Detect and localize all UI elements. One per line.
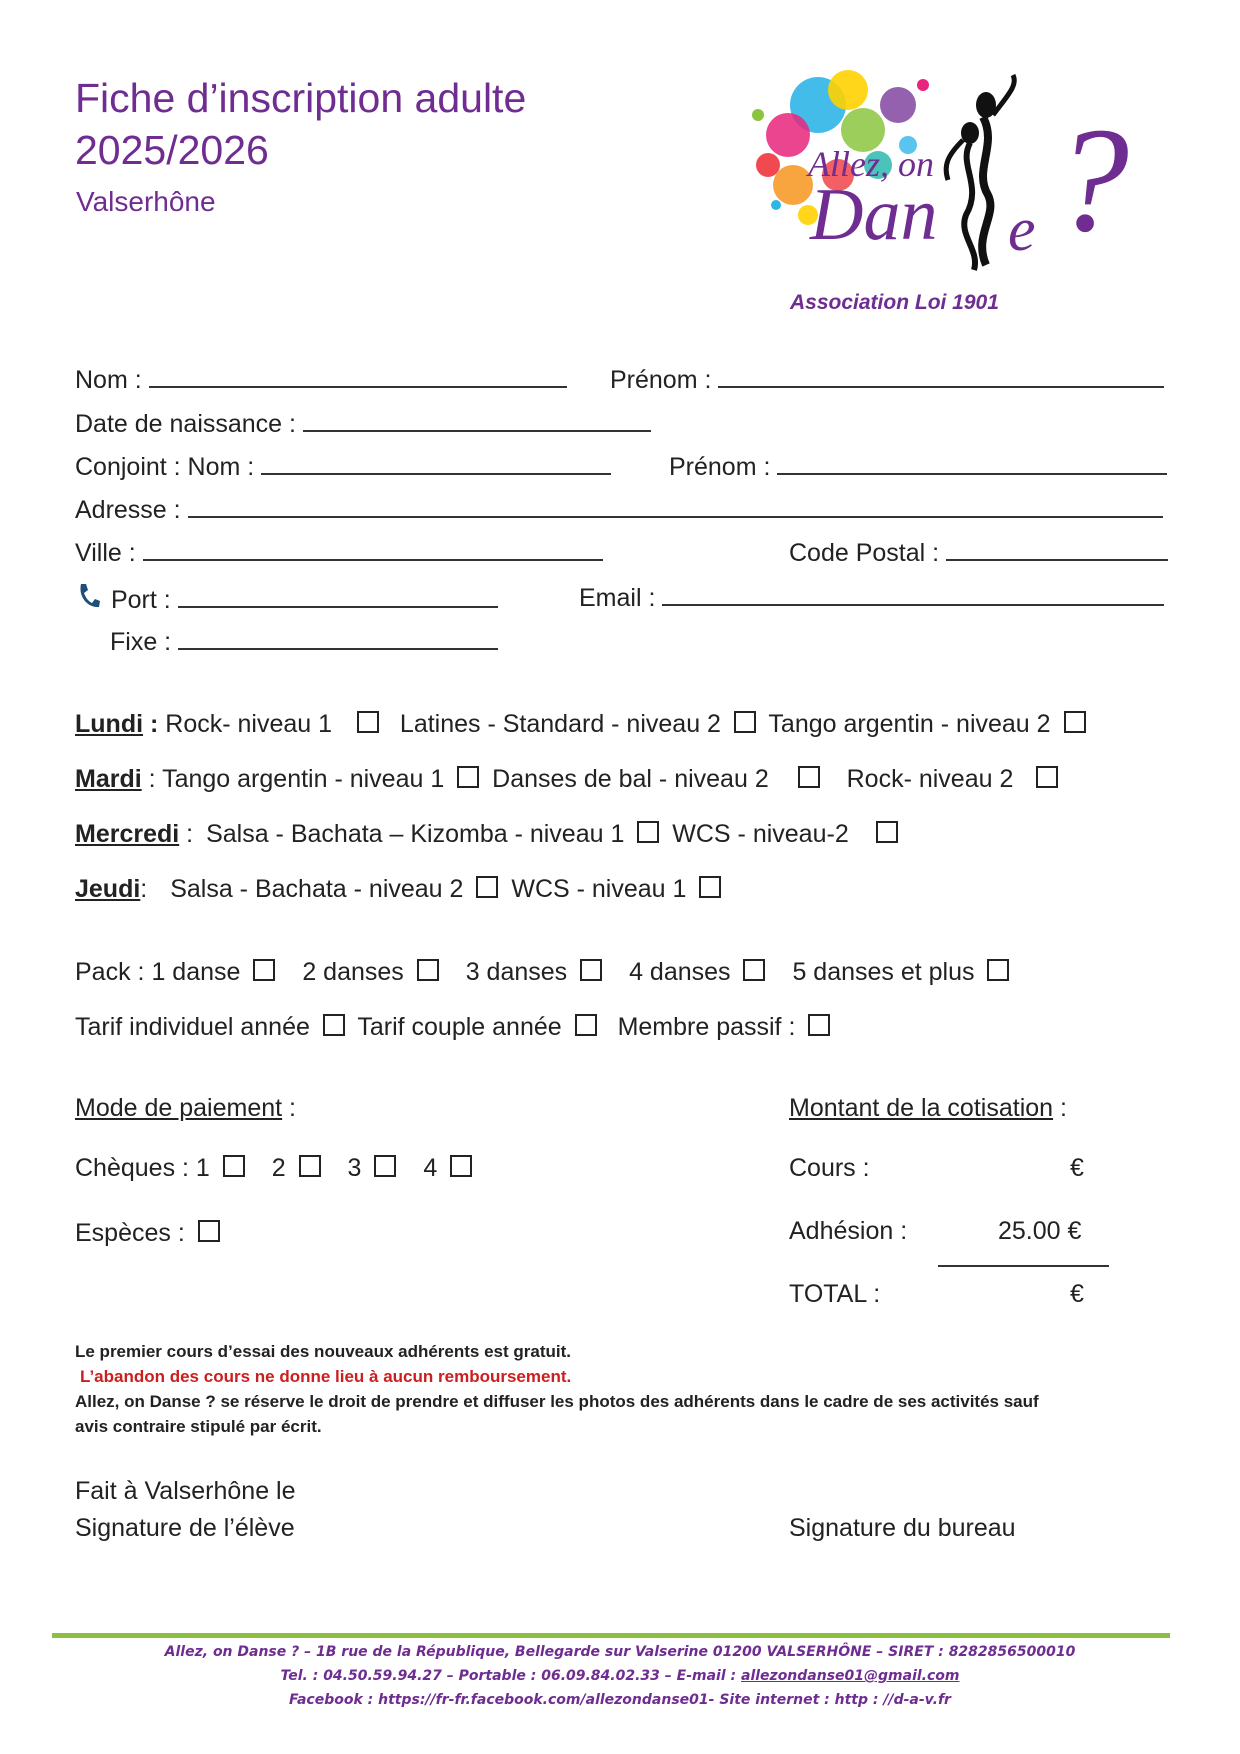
conjoint-nom-field[interactable] (261, 451, 611, 475)
page-title (75, 72, 526, 176)
pack-option-4-checkbox[interactable] (743, 959, 765, 981)
date-naissance-field[interactable] (303, 408, 651, 432)
adresse-field[interactable] (188, 494, 1163, 518)
footer-contact (0, 1668, 1240, 1684)
code-postal-label: Code Postal : (789, 539, 940, 567)
prenom-row (610, 364, 1164, 395)
signature-eleve-label: Signature de l’élève (75, 1514, 295, 1542)
cheques-label: Chèques : (75, 1154, 189, 1182)
logo-text-top: Allez, on (808, 144, 934, 184)
pack-option-5: 5 danses et plus (792, 958, 975, 986)
membre-passif-checkbox[interactable] (808, 1014, 830, 1036)
tarif-row (75, 1013, 836, 1042)
conjoint-nom-row (75, 451, 611, 482)
mercredi-sep: : (179, 820, 194, 848)
payment-colon: : (282, 1094, 296, 1122)
mardi-option-3: Rock- niveau 2 (846, 765, 1014, 793)
jeudi-label: Jeudi (75, 875, 141, 903)
payment-title: Mode de paiement (75, 1094, 283, 1122)
fait-a-label: Fait à Valserhône le (75, 1477, 296, 1505)
adresse-row (75, 494, 1163, 525)
lundi-option-3-checkbox[interactable] (1064, 711, 1086, 733)
tarif-individuel: Tarif individuel année (75, 1013, 310, 1041)
mardi-option-3-checkbox[interactable] (1036, 766, 1058, 788)
phone-icon (76, 582, 104, 617)
especes-label: Espèces : (75, 1219, 185, 1247)
jeudi-option-1: Salsa - Bachata - niveau 2 (170, 875, 464, 903)
total-label: TOTAL : (789, 1280, 881, 1308)
total-divider (938, 1265, 1109, 1267)
cours-label: Cours : (789, 1154, 870, 1182)
code-postal-field[interactable] (946, 537, 1168, 561)
fixe-label: Fixe : (110, 628, 172, 656)
jeudi-option-1-checkbox[interactable] (476, 876, 498, 898)
tarif-individuel-checkbox[interactable] (323, 1014, 345, 1036)
mardi-option-1-checkbox[interactable] (457, 766, 479, 788)
logo-text-main: Dan (810, 174, 938, 256)
nom-label: Nom : (75, 366, 142, 394)
adhesion-label: Adhésion : (789, 1217, 908, 1245)
mercredi-option-2: WCS - niveau-2 (672, 820, 849, 848)
pack-option-2: 2 danses (302, 958, 404, 986)
date-naissance-label: Date de naissance : (75, 410, 296, 438)
especes-row (75, 1219, 226, 1248)
cheques-option-2: 2 (271, 1154, 286, 1182)
footer-phone: Tel. : 04.50.59.94.27 – Portable : 06.09.84.02.33 – E-mail : (280, 1668, 737, 1684)
location-subtitle: Valserhône (76, 186, 216, 217)
pack-option-3: 3 danses (465, 958, 568, 986)
lundi-option-1-checkbox[interactable] (357, 711, 379, 733)
total-value: € (1070, 1280, 1084, 1308)
note-photos-line1: Allez, on Danse ? se réserve le droit de prendre et diffuser les photos des adhérents dans le cadre de ses activités sauf (75, 1392, 1039, 1411)
cheques-option-4: 4 (423, 1154, 438, 1182)
signature-bureau-label: Signature du bureau (789, 1514, 1016, 1542)
fixe-field[interactable] (178, 626, 498, 650)
date-naissance-row (75, 408, 651, 439)
title-line-2: 2025/2026 (75, 127, 269, 173)
pack-option-3-checkbox[interactable] (580, 959, 602, 981)
port-field[interactable] (178, 584, 498, 608)
mardi-sep: : (141, 765, 156, 793)
mardi-option-2: Danses de bal - niveau 2 (492, 765, 769, 793)
conjoint-prenom-field[interactable] (777, 451, 1167, 475)
jeudi-option-2: WCS - niveau 1 (511, 875, 687, 903)
prenom-field[interactable] (718, 364, 1164, 388)
email-label: Email : (579, 584, 656, 612)
fixe-row (110, 626, 498, 657)
tarif-couple: Tarif couple année (357, 1013, 562, 1041)
adhesion-value: 25.00 € (998, 1217, 1082, 1245)
association-label: Association Loi 1901 (790, 291, 999, 314)
especes-checkbox[interactable] (198, 1220, 220, 1242)
port-row (76, 582, 498, 617)
pack-label: Pack : (75, 958, 145, 986)
pack-option-1: 1 danse (151, 958, 241, 986)
ville-label: Ville : (75, 539, 136, 567)
lundi-option-1: Rock- niveau 1 (165, 710, 333, 738)
mercredi-row (75, 820, 904, 849)
lundi-row (75, 710, 1092, 739)
jeudi-option-2-checkbox[interactable] (699, 876, 721, 898)
note-photos-line2: avis contraire stipulé par écrit. (75, 1417, 322, 1436)
footer-email-link[interactable]: allezondanse01@gmail.com (741, 1668, 960, 1684)
mardi-option-1: Tango argentin - niveau 1 (162, 765, 445, 793)
pack-row (75, 958, 1015, 987)
footer-web: Facebook : https://fr-fr.facebook.com/allezondanse01- Site internet : http : //d-a-v.fr (289, 1692, 951, 1708)
pack-option-2-checkbox[interactable] (417, 959, 439, 981)
mercredi-option-1-checkbox[interactable] (637, 821, 659, 843)
payment-heading (75, 1094, 296, 1123)
ville-row (75, 537, 603, 568)
cheques-option-1: 1 (195, 1154, 210, 1182)
prenom-label: Prénom : (610, 366, 712, 394)
lundi-option-2: Latines - Standard - niveau 2 (399, 710, 721, 738)
conjoint-prenom-label: Prénom : (669, 453, 771, 481)
footer-rule (52, 1633, 1170, 1638)
lundi-option-3: Tango argentin - niveau 2 (768, 710, 1051, 738)
conjoint-nom-label: Conjoint : Nom : (75, 453, 255, 481)
mardi-row (75, 765, 1064, 794)
mercredi-option-1: Salsa - Bachata – Kizomba - niveau 1 (206, 820, 625, 848)
cheques-option-4-checkbox[interactable] (450, 1155, 472, 1177)
cours-value: € (1070, 1154, 1084, 1182)
mercredi-label: Mercredi (75, 820, 180, 848)
lundi-sep: : (143, 710, 159, 738)
conjoint-prenom-row (669, 451, 1167, 482)
note-trial: Le premier cours d’essai des nouveaux adhérents est gratuit. (75, 1342, 572, 1361)
lundi-label: Lundi (75, 710, 144, 738)
note-refund-warning: L’abandon des cours ne donne lieu à aucun remboursement. (80, 1367, 572, 1386)
cotisation-heading (789, 1094, 1067, 1123)
mercredi-option-2-checkbox[interactable] (876, 821, 898, 843)
email-field[interactable] (662, 582, 1164, 606)
mardi-option-2-checkbox[interactable] (798, 766, 820, 788)
mardi-label: Mardi (75, 765, 142, 793)
cheques-row (75, 1154, 478, 1183)
footer-address: Allez, on Danse ? – 1B rue de la République, Bellegarde sur Valserine 01200 VALSERHÔNE – SIRET : 8282856500010 (164, 1644, 1076, 1660)
adresse-label: Adresse : (75, 496, 181, 524)
cotisation-colon: : (1053, 1094, 1067, 1122)
jeudi-row (75, 875, 727, 904)
pack-option-4: 4 danses (629, 958, 731, 986)
logo-text-end: e (1008, 196, 1036, 264)
membre-passif: Membre passif : (617, 1013, 796, 1041)
nom-field[interactable] (149, 364, 567, 388)
lundi-option-2-checkbox[interactable] (734, 711, 756, 733)
cheques-option-2-checkbox[interactable] (299, 1155, 321, 1177)
tarif-couple-checkbox[interactable] (575, 1014, 597, 1036)
port-label: Port : (110, 586, 171, 614)
logo-question-mark: ? (1054, 97, 1129, 263)
cheques-option-1-checkbox[interactable] (223, 1155, 245, 1177)
title-line-1: Fiche d’inscription adulte (75, 75, 527, 121)
cheques-option-3: 3 (347, 1154, 362, 1182)
pack-option-1-checkbox[interactable] (253, 959, 275, 981)
jeudi-sep: : (140, 875, 148, 903)
association-logo (748, 55, 1129, 295)
code-postal-row (789, 537, 1168, 568)
cotisation-title: Montant de la cotisation (789, 1094, 1054, 1122)
nom-row (75, 364, 567, 395)
pack-option-5-checkbox[interactable] (987, 959, 1009, 981)
cheques-option-3-checkbox[interactable] (374, 1155, 396, 1177)
email-row (579, 582, 1164, 613)
ville-field[interactable] (143, 537, 603, 561)
